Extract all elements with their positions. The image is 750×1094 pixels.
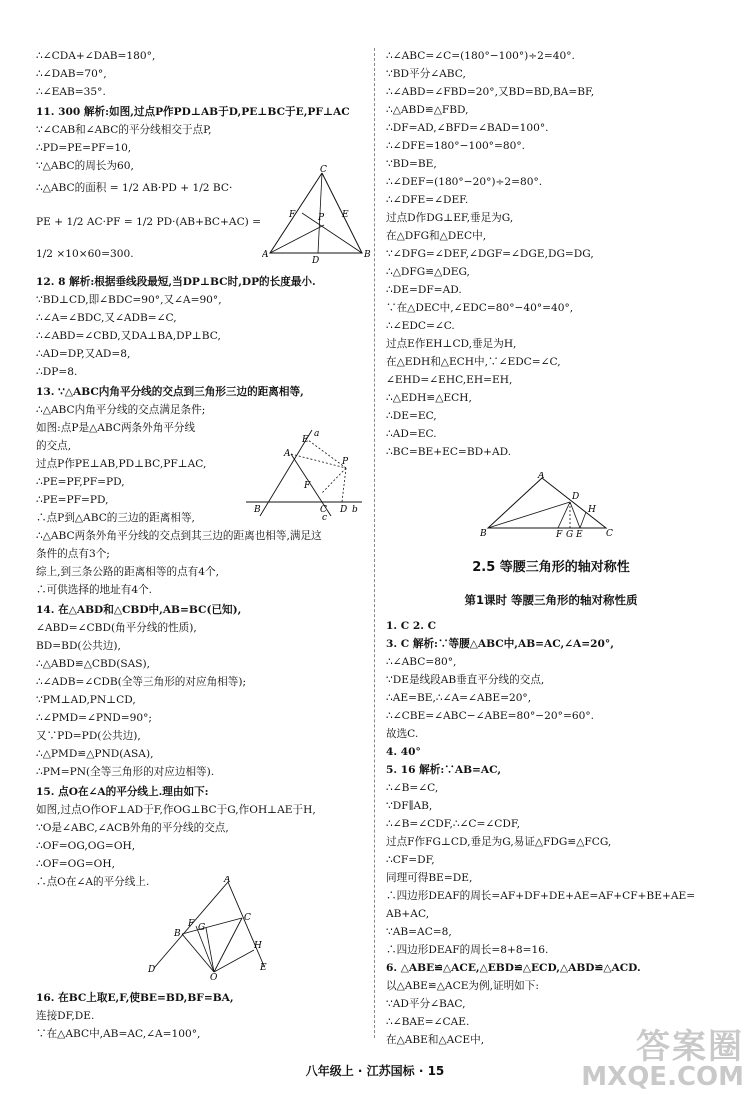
text-line: ∴OF=OG=OH, (36, 858, 115, 870)
text-line: 连接DF,DE. (36, 1010, 95, 1022)
text-line: 又∵PD=PD(公共边), (36, 730, 141, 742)
text-line: ∴∠ADB=∠CDB(全等三角形的对应角相等); (36, 676, 247, 688)
text-line: ∴△ABD≌△CBD(SAS), (36, 658, 151, 670)
text-line: ∴PM=PN(全等三角形的对应边相等). (36, 766, 215, 778)
watermark-line-1: 答案圈 (636, 1027, 744, 1067)
text-line: ∴AE=BE,∴∠A=∠ABE=20°, (386, 692, 532, 704)
text-line: ∴BC=BE+EC=BD+AD. (386, 446, 512, 458)
text-line: 过点F作FG⊥CD,垂足为G,易证△FDG≌△FCG, (386, 836, 612, 848)
svg-text:P: P (318, 213, 325, 223)
text-line: ∴PE=PF,PF=PD, (36, 476, 125, 488)
text-line: ∴点O在∠A的平分线上. (36, 876, 150, 888)
text-line: ∴∠ABD=∠CBD,又DA⊥BA,DP⊥BC, (36, 330, 221, 342)
text-line: ∴∠EAB=35°. (36, 86, 106, 98)
text-line: ∴△PMD≌△PND(ASA), (36, 748, 154, 760)
text-line: ∴∠CBE=∠ABC−∠ABE=80°−20°=60°. (386, 710, 594, 722)
text-line: ∴OF=OG,OG=OH, (36, 840, 136, 852)
text-line: ∵BD平分∠ABC, (386, 68, 466, 80)
text-line: 3. C 解析:∵等腰△ABC中,AB=AC,∠A=20°, (386, 638, 614, 650)
text-line: ∵AB=AC=8, (386, 926, 452, 938)
svg-text:C: C (320, 165, 327, 175)
text-line: 过点P作PE⊥AB,PD⊥BC,PF⊥AC, (36, 458, 207, 470)
text-line: ∴DF=AD,∠BFD=∠BAD=100°. (386, 122, 549, 134)
text-line: 过点E作EH⊥CD,垂足为H, (386, 338, 517, 350)
text-line: BD=BD(公共边), (36, 640, 121, 652)
svg-text:H: H (588, 505, 596, 515)
svg-text:A: A (224, 876, 231, 885)
text-line: ∠EHD=∠EHC,EH=EH, (386, 374, 513, 386)
svg-text:O: O (210, 973, 218, 980)
text-line: ∴PE=PF=PD, (36, 494, 109, 506)
text-line: 14. 在△ABD和△CBD中,AB=BC(已知), (36, 604, 242, 616)
text-line: 如图,过点O作OF⊥AD于F,作OG⊥BC于G,作OH⊥AE于H, (36, 804, 316, 816)
text-line: ∴∠DFE=∠DEF. (386, 194, 469, 206)
text-line: ∵DE是线段AB垂直平分线的交点, (386, 674, 545, 686)
svg-text:H: H (254, 941, 262, 951)
text-line: 以△ABE≌△ACE为例,证明如下: (386, 980, 539, 992)
watermark-line-2: MXQE.COM (581, 1062, 744, 1092)
text-line: ∵BD=BE, (386, 158, 437, 170)
svg-text:F: F (556, 530, 563, 538)
svg-text:D: D (340, 505, 348, 515)
text-line: ∴∠CDA+∠DAB=180°, (36, 50, 156, 62)
text-line: ∵O是∠ABC,∠ACB外角的平分线的交点, (36, 822, 229, 834)
text-line: 同理可得BE=DE, (386, 872, 473, 884)
svg-text:c: c (322, 513, 328, 520)
text-line: ∴AD=EC. (386, 428, 437, 440)
text-line: ∴△ABC两条外角平分线的交点到其三边的距离也相等,满足这 (36, 530, 322, 542)
text-line: ∴∠ABC=80°, (386, 656, 457, 668)
text-line: ∴点P到△ABC的三边的距离相等, (36, 512, 195, 524)
text-line: ∵△ABC的周长为60, (36, 160, 134, 172)
text-line: ∴∠B=∠CDF,∴∠C=∠CDF, (386, 818, 520, 830)
section-title: 2.5 等腰三角形的轴对称性 (472, 560, 630, 575)
svg-text:C: C (606, 529, 613, 538)
text-line: 16. 在BC上取E,F,使BE=BD,BF=BA, (36, 992, 234, 1004)
text-line: ∴∠PMD=∠PND=90°; (36, 712, 152, 724)
svg-text:D: D (312, 256, 320, 265)
text-line: 如图:点P是△ABC两条外角平分线 (36, 422, 196, 434)
svg-text:F: F (304, 481, 311, 491)
text-line: ∵在△ABC中,AB=AC,∠A=100°, (36, 1028, 201, 1040)
svg-text:E: E (576, 530, 583, 538)
svg-text:E: E (302, 435, 309, 445)
page-footer: 八年级上 · 江苏国标 · 15 (305, 1064, 445, 1078)
text-line: 1/2 ×10×60=300. (36, 248, 134, 260)
svg-text:C: C (244, 913, 251, 923)
text-line: 12. 8 解析:根据垂线段最短,当DP⊥BC时,DP的长度最小. (36, 276, 316, 288)
text-line: 1. C 2. C (386, 620, 437, 632)
figure-angle-15 (148, 876, 274, 980)
text-line: 4. 40° (386, 746, 421, 758)
svg-text:E: E (342, 210, 349, 220)
text-line: 在△ABE和△ACE中, (386, 1034, 485, 1046)
svg-text:B: B (364, 250, 371, 260)
svg-text:E: E (260, 963, 267, 973)
text-line: 13. ∵△ABC内角平分线的交点到三角形三边的距离相等, (36, 386, 304, 398)
svg-text:D: D (572, 492, 580, 502)
svg-text:F: F (289, 210, 296, 220)
text-line: 故选C. (386, 728, 419, 740)
text-line: ∴DP=8. (36, 366, 78, 378)
text-line: ∵∠CAB和∠ABC的平分线相交于点P, (36, 124, 212, 136)
watermark-logo (581, 1027, 744, 1092)
text-line: 5. 16 解析:∵AB=AC, (386, 764, 502, 776)
text-line: ∴∠ABD=∠FBD=20°,又BD=BD,BA=BF, (386, 86, 595, 98)
svg-text:D: D (148, 965, 156, 975)
svg-text:A: A (262, 250, 269, 260)
text-line: 条件的点有3个; (36, 548, 110, 560)
figure-roads-13 (246, 424, 364, 520)
text-line: ∵∠DFG=∠DEF,∠DGF=∠DGE,DG=DG, (386, 248, 594, 260)
text-line: ∴DE=DF=AD. (386, 284, 462, 296)
figure-triangle-16 (480, 472, 614, 538)
svg-text:B: B (480, 529, 487, 538)
svg-text:G: G (198, 923, 206, 933)
svg-text:A: A (284, 449, 291, 459)
svg-text:a: a (314, 429, 320, 439)
column-divider (374, 48, 375, 1038)
text-line: 在△DFG和△DEC中, (386, 230, 487, 242)
text-line: ∴∠BAE=∠CAE. (386, 1016, 470, 1028)
text-line: ∴△ABD≌△FBD, (386, 104, 469, 116)
text-line: AB+AC, (386, 908, 430, 920)
text-line: 过点D作DG⊥EF,垂足为G, (386, 212, 514, 224)
text-line: ∴四边形DEAF的周长=AF+DF+DE+AE=AF+CF+BE+AE= (386, 890, 696, 902)
text-line: ∵PM⊥AD,PN⊥CD, (36, 694, 136, 706)
text-line: ∵在△DEC中,∠EDC=80°−40°=40°, (386, 302, 574, 314)
text-line: ∴CF=DF, (386, 854, 435, 866)
text-line: ∴AD=DP,又AD=8, (36, 348, 131, 360)
svg-text:b: b (352, 505, 358, 515)
figure-triangle-11 (262, 165, 372, 265)
text-line: 的交点, (36, 440, 72, 452)
svg-text:G: G (566, 530, 574, 538)
text-line: ∴∠DFE=180°−100°=80°. (386, 140, 526, 152)
svg-text:F: F (188, 919, 195, 929)
text-line: ∴PD=PE=PF=10, (36, 142, 132, 154)
text-line: 在△EDH和△ECH中,∵∠EDC=∠C, (386, 356, 561, 368)
text-line: ∴∠EDC=∠C. (386, 320, 455, 332)
text-line: ∴∠A=∠BDC,又∠ADB=∠C, (36, 312, 177, 324)
text-line: ∵DF∥AB, (386, 800, 433, 812)
text-line: ∴四边形DEAF的周长=8+8=16. (386, 944, 549, 956)
text-line: ∴∠DEF=(180°−20°)÷2=80°. (386, 176, 543, 188)
text-line: 6. △ABE≌△ACE,△EBD≌△ECD,△ABD≌△ACD. (386, 962, 641, 974)
svg-text:B: B (174, 929, 181, 939)
text-line: ∴△EDH≌△ECH, (386, 392, 472, 404)
svg-text:A: A (538, 472, 545, 481)
svg-text:B: B (254, 505, 261, 515)
text-line: 11. 300 解析:如图,过点P作PD⊥AB于D,PE⊥BC于E,PF⊥AC (36, 106, 350, 118)
svg-text:C: C (320, 505, 327, 515)
text-line: ∴△DFG≌△DEG, (386, 266, 470, 278)
text-line: ∴∠DAB=70°, (36, 68, 107, 80)
text-line: ∴可供选择的地址有4个. (36, 584, 153, 596)
text-line: 15. 点O在∠A的平分线上.理由如下: (36, 786, 209, 798)
text-line: ∴DE=EC, (386, 410, 437, 422)
text-line: PE + 1/2 AC·PF = 1/2 PD·(AB+BC+AC) = (36, 216, 262, 228)
text-line: ∴△ABC的面积 = 1/2 AB·PD + 1/2 BC· (36, 182, 233, 194)
text-line: ∵BD⊥CD,即∠BDC=90°,又∠A=90°, (36, 294, 222, 306)
text-line: ∴△ABC内角平分线的交点满足条件; (36, 404, 206, 416)
lesson-title: 第1课时 等腰三角形的轴对称性质 (464, 593, 638, 607)
text-line: ∴∠B=∠C, (386, 782, 439, 794)
text-line: ∠ABD=∠CBD(角平分线的性质), (36, 622, 197, 634)
text-line: ∵AD平分∠BAC, (386, 998, 466, 1010)
text-line: 综上,到三条公路的距离相等的点有4个, (36, 566, 219, 578)
svg-text:P: P (342, 457, 349, 467)
text-line: ∴∠ABC=∠C=(180°−100°)÷2=40°. (386, 50, 575, 62)
